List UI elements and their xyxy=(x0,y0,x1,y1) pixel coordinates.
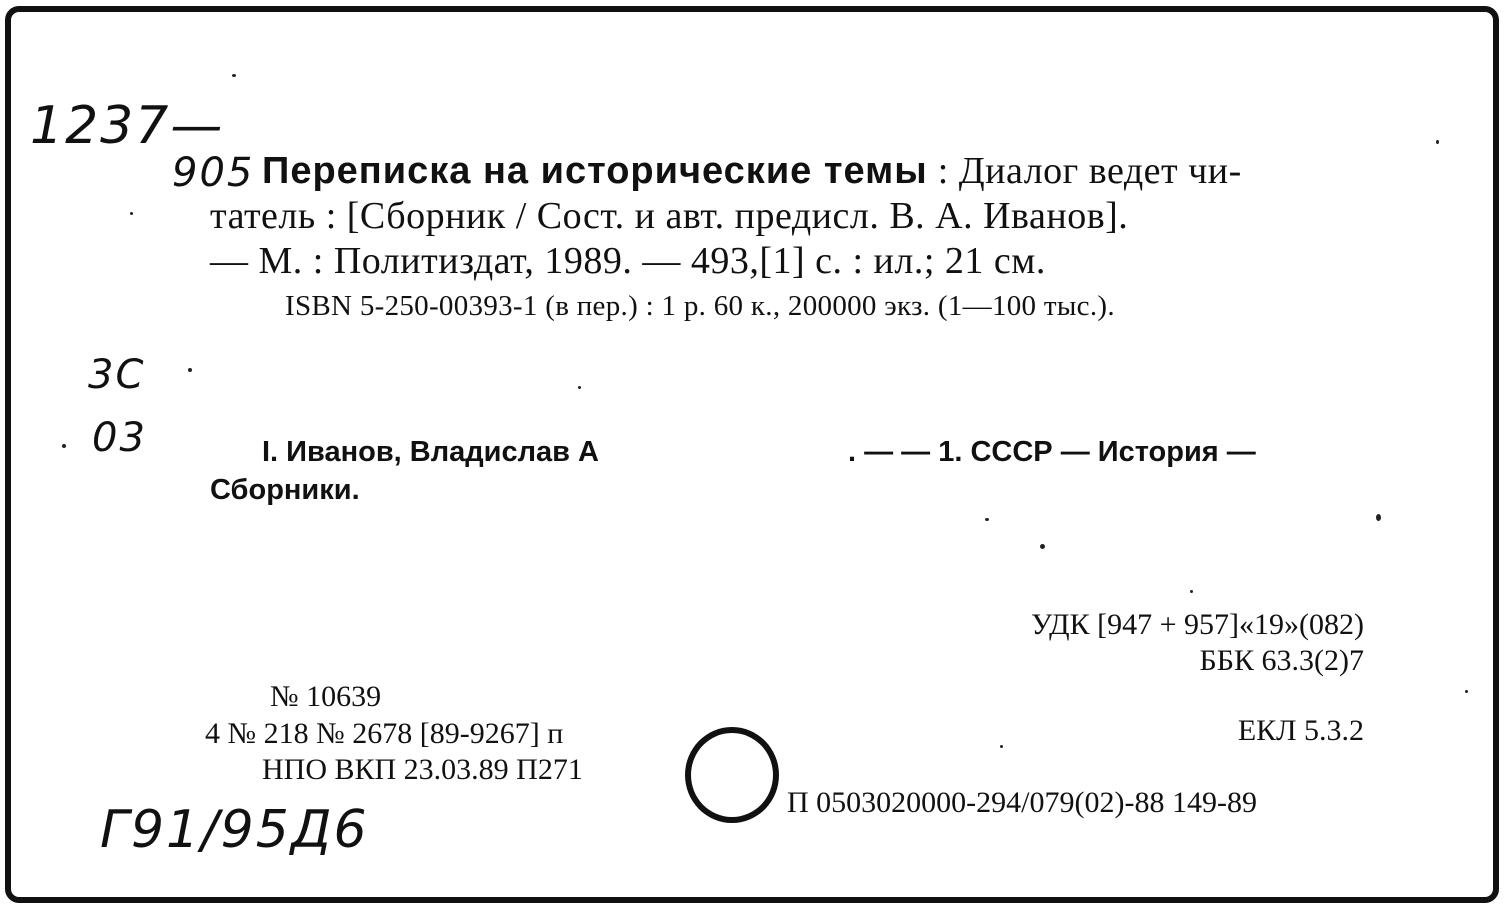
book-title: Переписка на исторические темы xyxy=(262,150,928,192)
tracing-continuation: Сборники. xyxy=(210,474,360,506)
handwritten-call-number-1: 3С xyxy=(88,352,146,398)
entry-line-3: — М. : Политиздат, 1989. — 493,[1] с. : ил.; 21 см. xyxy=(210,240,1046,282)
card-number: № 10639 xyxy=(270,680,382,713)
handwritten-author-mark: 905 xyxy=(172,150,255,196)
isbn-line: ISBN 5-250-00393-1 (в пер.) : 1 р. 60 к., 200000 экз. (1—100 тыс.). xyxy=(285,290,1115,322)
handwritten-call-number-2: 03 xyxy=(92,415,147,461)
udk-code: УДК [947 + 957]«19»(082) xyxy=(1030,608,1364,641)
entry-line-2: татель : [Сборник / Сост. и авт. предисл. В. А. Иванов]. xyxy=(210,195,1129,237)
bbk-code: ББК 63.3(2)7 xyxy=(1199,644,1364,677)
publisher-line: НПО ВКП 23.03.89 П271 xyxy=(262,753,583,786)
ekl-code: ЕКЛ 5.3.2 xyxy=(1237,714,1364,747)
handwritten-shelf-mark: Г91/95Д6 xyxy=(100,800,369,860)
entry-line-1 xyxy=(262,148,1242,194)
entry-title-continuation: : Диалог ведет чи- xyxy=(937,150,1242,192)
bibliographic-code: П 0503020000-294/079(02)-88 149-89 xyxy=(787,786,1257,819)
tracing-subject: . — — 1. СССР — История — xyxy=(848,436,1256,468)
handwritten-accession-number: 1237— xyxy=(30,96,225,156)
order-line: 4 № 218 № 2678 [89-9267] п xyxy=(205,717,564,750)
card-hole xyxy=(685,727,779,823)
tracing-author: I. Иванов, Владислав А xyxy=(262,436,599,468)
